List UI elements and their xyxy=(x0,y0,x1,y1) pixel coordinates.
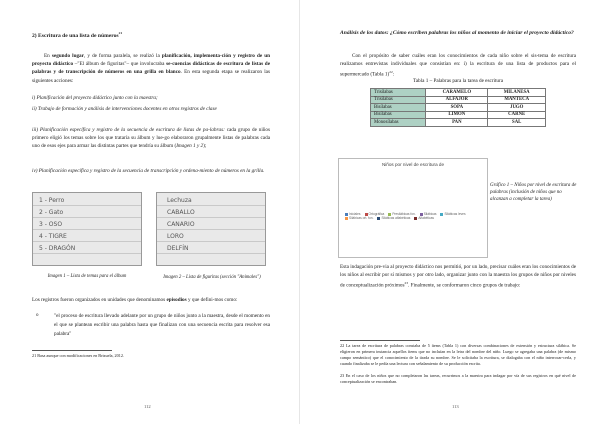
legend-entry xyxy=(440,212,465,216)
handwritten-word: 3 - OSO xyxy=(39,221,63,228)
paragraph-episodes: Los registros fueron organizados en unidades que denominamos episodios y que defini-mos como: xyxy=(32,297,238,303)
handwritten-word: 2 - Gato xyxy=(39,209,64,216)
photo-list-of-themes xyxy=(32,192,142,266)
word-cell: PAN xyxy=(426,119,488,127)
analysis-heading: Análisis de los datos: ¿Cómo escriben palabras los niños al momento de iniciar el proyecto didáctico? xyxy=(340,30,574,36)
photo-list-of-stickers xyxy=(156,192,266,266)
right-page xyxy=(300,0,600,424)
action-item-1: i) Planificación del proyecto didáctico junto con la maestra; xyxy=(32,95,158,101)
legend-label: Iniciales xyxy=(349,212,361,216)
legend-label: Silábicas alfabéticas xyxy=(381,216,411,220)
legend-swatch xyxy=(414,217,417,220)
legend-swatch xyxy=(345,217,348,220)
row-label: Trisílabas xyxy=(371,89,426,97)
image-caption-1: Imagen 1 – Lista de temas para el álbum xyxy=(47,274,127,279)
handwritten-word: 1 - Perro xyxy=(39,197,65,204)
word-cell: LIMON xyxy=(426,111,488,119)
legend-entry xyxy=(377,216,410,220)
row-label: Bisílabas xyxy=(371,104,426,112)
words-table xyxy=(370,88,546,127)
table-row xyxy=(371,89,546,97)
legend-label: Silábicas leves xyxy=(444,212,466,216)
footnote-mark: 21 xyxy=(118,31,123,35)
row-label: Trisílabas xyxy=(371,96,426,104)
footnote-22: 22 La tarea de escritura de palabras constaba de 5 ítems (Tabla 1) con diversas combinaciones de extensión y estructura silábica. Se eligieron en primera instancia aquellos ítems que no incluían en la letra del nombre del niño. Luego se agregaba una palabra (de mismo campo semántico) que el conocimiento de la tirada su nombre. Se le solicitaba la escritura, se dialogaba con el niño interrocar-cerla, y cuando finalizaba se le pedía una lectura con señalamiento de su producción escrita. xyxy=(340,343,576,366)
legend-label: Silábicas ort. fon. xyxy=(349,216,374,220)
handwritten-word: DELFÍN xyxy=(167,245,189,252)
word-cell: MANTECA xyxy=(488,96,546,104)
legend-entry xyxy=(414,216,434,220)
legend-label: Presilábicas fon. xyxy=(392,212,416,216)
table-caption: Tabla 1 – Palabras para la tarea de escritura xyxy=(412,78,504,84)
footnote-23: 23 En el caso de los niños que no completaron las tareas, recurrimos a la maestra para indagar por vía de sus registros en qué nivel de conceptualización se encontraban. xyxy=(340,373,576,384)
word-cell: ALFAJOR xyxy=(426,96,488,104)
page-number: 112 xyxy=(144,404,151,409)
footnote-mark: 22 xyxy=(389,70,393,75)
section-title: 2) Escritura de una lista de números xyxy=(32,32,119,39)
handwritten-word: CABALLO xyxy=(167,209,195,216)
legend-label: Ortográfica xyxy=(368,212,385,216)
legend-entry xyxy=(345,216,373,220)
writing-level-chart xyxy=(338,158,488,258)
legend-swatch xyxy=(377,217,380,220)
image-caption-2: Imagen 2 – Lista de figuritas (sección "Animales") xyxy=(163,275,261,280)
action-item-4: iv) Planificación específica y registro de la secuencia de transcripción y ordena-miento de números en la grilla. xyxy=(32,168,265,174)
paragraph-groups: Esta indagación pre-via al proyecto didáctico nos permitió, por un lado, precisar cuáles eran los conocimientos de los niños al escribir por sí mismos y por otro lado, organizar junto con la maestra los grupos de niños por niveles de conceptualización próximos$^{23}$. Finalmente, se conformaron cinco grupos de trabajo: xyxy=(340,264,576,290)
handwritten-word: 4 - TIGRE xyxy=(39,233,67,240)
handwritten-word: LORO xyxy=(167,233,184,240)
handwritten-word: 5 - DRAGÓN xyxy=(39,245,76,252)
footnote-rule xyxy=(340,340,420,341)
word-cell: MILANESA xyxy=(488,89,546,97)
paragraph-intro: En segundo lugar, y de forma paralela, se realizó la planificación, implementa-ción y registro de un proyecto didáctico –"El álbum de figuritas"– que involucraba se-cuencias didácticas de escritura de listas de palabras y de transcripción de números en una grilla en blanco. En esta segunda etapa se realizaron las siguientes acciones: xyxy=(32,53,271,84)
word-cell: JUGO xyxy=(488,104,546,112)
chart-title: Niños por nivel de escritura de xyxy=(381,162,445,167)
legend-label: Silábicas xyxy=(423,212,437,216)
word-cell: CARAMELO xyxy=(426,89,488,97)
section-heading xyxy=(32,31,122,39)
footnote-mark: 23 xyxy=(404,281,409,286)
handwritten-word: CANARIO xyxy=(167,221,195,228)
word-cell: SOPA xyxy=(426,104,488,112)
legend-label: Alfabéticas xyxy=(418,216,434,220)
row-label: Monosílabas xyxy=(371,119,426,127)
footnote-rule xyxy=(32,350,112,351)
action-item-2: ii) Trabajo de formación y análisis de intervenciones docentes en otros registros de clase xyxy=(32,106,217,112)
word-cell: CARNE xyxy=(488,111,546,119)
quote-definition: "el proceso de escritura llevado adelante por un grupo de niños junto a la maestra, desde el momento en el que se plantean escribir una palabra hasta que finalizan con una secuencia escrita para resolver esa palabra" xyxy=(54,313,270,337)
table-row xyxy=(371,119,546,127)
word-cell: SAL xyxy=(488,119,546,127)
table-row xyxy=(371,96,546,104)
bullet-marker: o xyxy=(36,313,39,318)
action-item-3: iii) Planificación específica y registro de la secuencia de escritura de listas de pa-labras: cada grupo de niños primero eligió los temas sobre los que trataría su álbum y lue-go elaboraron grupalmente listas de palabras cada uno de esos ejes para armar las distintas partes que tendría su álbum (Imagen 1 y 2); xyxy=(32,127,270,150)
handwritten-word: Lechuza xyxy=(167,197,192,204)
chart-legend xyxy=(345,212,483,220)
paragraph-method: Con el propósito de saber cuáles eran los conocimientos de cada niño sobre el sis-tema de escritura realizamos entrevistas individuales que consistían en: i) la escritura de una lista de productos para el supermercado (Tabla 1)$^{22}$: xyxy=(340,53,576,79)
graph-caption: Gráfico 1 – Niños por nivel de escritura de palabras (inclusión de niños que no alcanzan a completar la tarea) xyxy=(490,183,577,202)
table-row xyxy=(371,111,546,119)
page-number: 113 xyxy=(452,404,459,409)
table-row xyxy=(371,104,546,112)
footnote: 21 Basa aunque con modificaciones en Brizuela, 2012. xyxy=(32,353,124,358)
row-label: Bisílabas xyxy=(371,111,426,119)
